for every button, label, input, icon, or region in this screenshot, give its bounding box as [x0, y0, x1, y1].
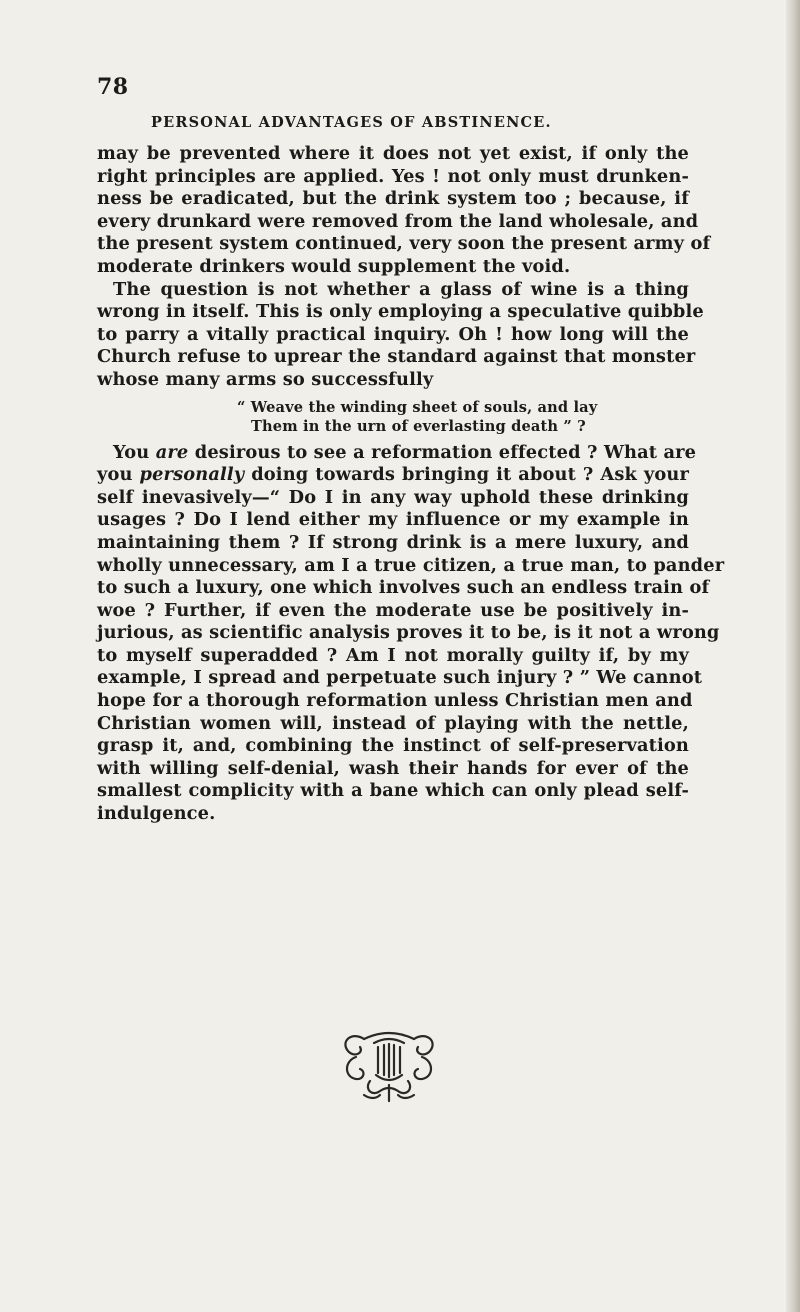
text-line [97, 441, 697, 465]
body-text [97, 143, 725, 826]
text-line: The question is not whether a glass of wine is a thing [113, 278, 689, 300]
text-line: woe ? Further, if even the moderate use be positively in- [97, 599, 689, 621]
text-line: to myself superadded ? Am I not morally guilty if, by my [97, 644, 689, 666]
text-line: maintaining them ? If strong drink is a mere luxury, and [97, 531, 689, 553]
text-line: grasp it, and, combining the instinct of self-preservation [97, 735, 689, 757]
verse-line: Them in the urn of everlasting death ” ? [251, 417, 586, 435]
paragraph-1 [97, 143, 711, 279]
text-line: whose many arms so successfully [97, 368, 434, 390]
text-line: self inevasively—“ Do I in any way uphold these drinking [97, 486, 689, 508]
page-number: 78 [97, 74, 129, 100]
text-line: with willing self-denial, wash their hands for ever of the [97, 757, 689, 779]
text-line: indulgence. [97, 803, 216, 825]
text-line: usages ? Do I lend either my influence or my example in [97, 509, 689, 531]
text-line: wrong in itself. This is only employing a speculative quibble [97, 301, 704, 323]
text-line: to such a luxury, one which involves such an endless train of [97, 577, 710, 599]
text-run: doing towards bringing it about ? Ask your [244, 464, 689, 486]
text-line: Church refuse to uprear the standard against that monster [97, 346, 696, 368]
verse-quotation [97, 398, 689, 436]
text-line: Christian women will, instead of playing with the nettle, [97, 712, 689, 734]
verse-line: “ Weave the winding sheet of souls, and lay [237, 398, 598, 416]
emphasis: are [155, 441, 189, 463]
emphasis: personally [139, 464, 245, 486]
text-run: You [113, 441, 156, 463]
paragraph-3 [97, 441, 725, 826]
paragraph-2 [97, 278, 704, 392]
text-line: may be prevented where it does not yet exist, if only the [97, 143, 689, 164]
floral-tailpiece-icon [334, 1025, 444, 1105]
page-edge [786, 0, 800, 1312]
text-line: moderate drinkers would supplement the void. [97, 255, 571, 277]
text-line: example, I spread and perpetuate such injury ? ” We cannot [97, 667, 703, 689]
text-run: you [97, 464, 140, 486]
text-line: the present system continued, very soon the present army of [97, 233, 711, 255]
text-line: ness be eradicated, but the drink system too ; because, if [97, 188, 689, 210]
text-line [97, 464, 689, 487]
text-line: smallest complicity with a bane which can only plead self- [97, 780, 689, 802]
text-line: every drunkard were removed from the land wholesale, and [97, 210, 699, 232]
text-line: to parry a vitally practical inquiry. Oh ! how long will the [97, 323, 689, 345]
text-line: wholly unnecessary, am I a true citizen, a true man, to pander [97, 554, 725, 576]
running-head: PERSONAL ADVANTAGES OF ABSTINENCE. [151, 114, 552, 131]
text-run: desirous to see a reformation effected ? What are [188, 441, 697, 463]
text-line: right principles are applied. Yes ! not only must drunken- [97, 165, 689, 187]
text-line: jurious, as scientific analysis proves it to be, is it not a wrong [97, 622, 720, 644]
text-line: hope for a thorough reformation unless Christian men and [97, 690, 693, 712]
